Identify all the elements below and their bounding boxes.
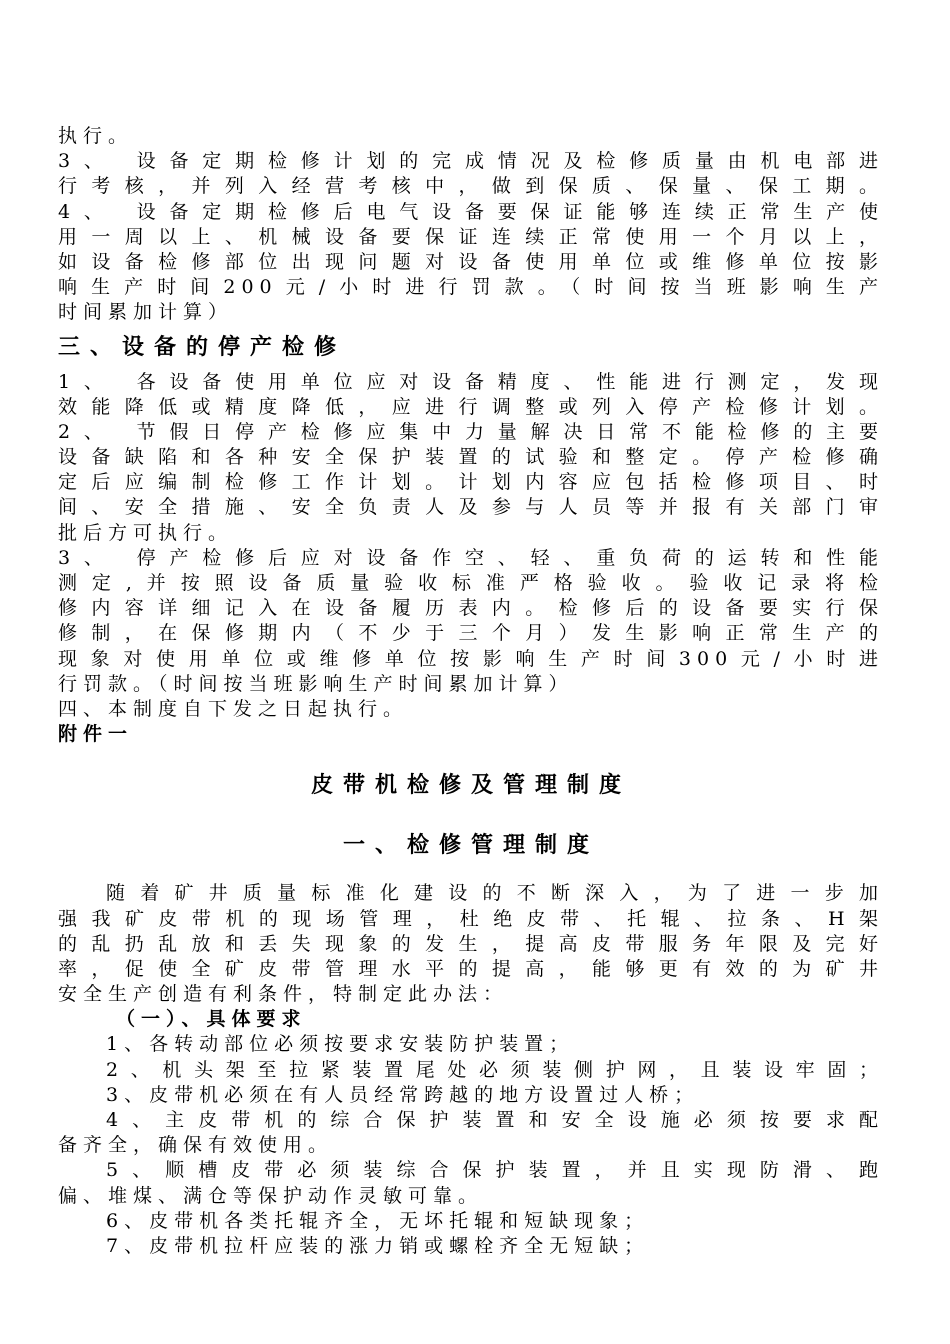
text-line: 定后应编制检修工作计划。计划内容应包括检修项目、时 (58, 471, 884, 494)
text-line: 3、 设备定期检修计划的完成情况及检修质量由机电部进 (58, 150, 884, 173)
text-line: 率，促使全矿皮带管理水平的提高，能够更有效的为矿井 (58, 957, 884, 980)
text-line: 批后方可执行。 (58, 521, 234, 544)
text-line: 2、 节假日停产检修应集中力量解决日常不能检修的主要 (58, 420, 884, 443)
text-line: 四、本制度自下发之日起执行。 (58, 697, 409, 720)
text-line: 响生产时间200元/小时进行罚款。（时间按当班影响生产 (58, 276, 884, 299)
list-item: 备齐全，确保有效使用。 (58, 1134, 334, 1157)
list-item: 4、主皮带机的综合保护装置和安全设施必须按要求配 (106, 1109, 884, 1131)
list-item: 1、各转动部位必须按要求安装防护装置； (106, 1033, 575, 1056)
text-line: 强我矿皮带机的现场管理，杜绝皮带、托辊、拉条、H架 (58, 907, 884, 930)
list-item: 6、皮带机各类托辊齐全，无坏托辊和短缺现象； (106, 1209, 650, 1232)
text-line: 行罚款。（时间按当班影响生产时间累加计算） (58, 672, 574, 695)
document-page (58, 124, 884, 1259)
text-line: 现象对使用单位或维修单位按影响生产时间300元/小时进 (58, 647, 884, 670)
list-item: 3、皮带机必须在有人员经常跨越的地方设置过人桥； (106, 1083, 700, 1106)
text-line: 3、 停产检修后应对设备作空、轻、重负荷的运转和性能 (58, 546, 884, 569)
list-item: 5、顺槽皮带必须装综合保护装置，并且实现防滑、跑 (106, 1159, 884, 1182)
sub-title: 一、检修管理制度 (342, 833, 599, 859)
text-line: 间、安全措施、安全负责人及参与人员等并报有关部门审 (58, 496, 884, 519)
text-line: 测定,并按照设备质量验收标准严格验收。验收记录将检 (58, 572, 884, 594)
list-item: 7、皮带机拉杆应装的涨力销或螺栓齐全无短缺； (106, 1234, 650, 1257)
text-line: 的乱扔乱放和丢失现象的发生，提高皮带服务年限及完好 (58, 932, 884, 955)
list-item: 偏、堆煤、满仓等保护动作灵敏可靠。 (58, 1184, 484, 1207)
text-line: 设备缺陷和各种安全保护装置的试验和整定。停产检修确 (58, 446, 884, 469)
text-line: 4、 设备定期检修后电气设备要保证能够连续正常生产使 (58, 200, 884, 223)
text-line: 用一周以上、机械设备要保证连续正常使用一个月以上， (58, 225, 884, 248)
text-line: 执行。 (58, 125, 134, 147)
text-line: 效能降低或精度降低，应进行调整或列入停产检修计划。 (58, 395, 884, 418)
text-line: 行考核，并列入经营考核中，做到保质、保量、保工期。 (58, 175, 884, 198)
text-line: 如设备检修部位出现问题对设备使用单位或维修单位按影 (58, 250, 884, 273)
document-title: 皮带机检修及管理制度 (310, 773, 631, 799)
text-line: 1、 各设备使用单位应对设备精度、性能进行测定，发现 (58, 370, 884, 393)
requirements-heading: （一）、具体要求 (116, 1008, 307, 1031)
text-line: 修内容详细记入在设备履历表内。检修后的设备要实行保 (58, 597, 884, 620)
text-line: 随着矿井质量标准化建设的不断深入，为了进一步加 (106, 882, 884, 905)
list-item: 2、机头架至拉紧装置尾处必须装侧护网，且装设牢固； (106, 1058, 884, 1081)
text-line: 安全生产创造有利条件，特制定此办法： (58, 983, 509, 1006)
section-heading: 三、设备的停产检修 (58, 334, 347, 360)
text-line: 修制，在保修期内（不少于三个月）发生影响正常生产的 (58, 622, 884, 645)
text-line: 时间累加计算） (58, 301, 234, 324)
attachment-label: 附件一 (58, 723, 134, 746)
